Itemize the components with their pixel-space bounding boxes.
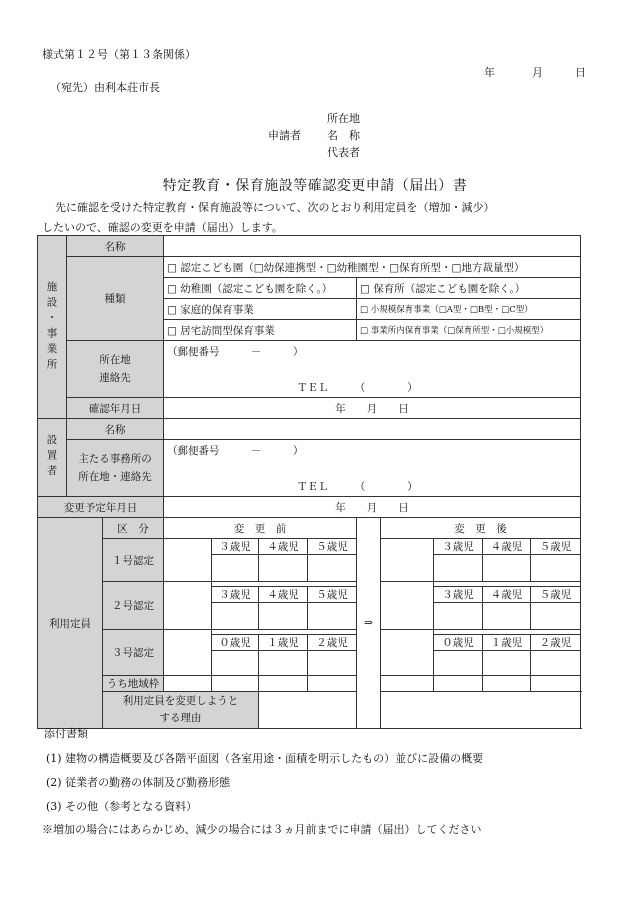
- submission-note: ※増加の場合にはあらかじめ、減少の場合には３ヵ月前までに申請（届出）してください: [42, 823, 482, 836]
- before-1go-age5[interactable]: [308, 555, 357, 582]
- before-header: 変 更 前: [164, 518, 357, 539]
- type-shokibo-hoiku[interactable]: □ 小規模保育事業（□A型・□B型・□C型）: [357, 299, 581, 320]
- after-1go-age5[interactable]: [531, 555, 581, 582]
- after-2go-age3-header: ３歳児: [434, 587, 483, 603]
- founder-office-label: 主たる事務所の 所在地・連絡先: [67, 440, 164, 497]
- after-3go-age1[interactable]: [483, 651, 531, 676]
- type-nintei-kodomoen[interactable]: □ 認定こども園（□幼保連携型・□幼稚園型・□保育所型・□地方裁量型）: [164, 257, 581, 278]
- after-1go-age4[interactable]: [483, 555, 531, 582]
- founder-tel[interactable]: ＴＥＬ （ ）: [164, 476, 581, 497]
- after-header: 変 更 後: [381, 518, 581, 539]
- applicant-address-label: 所在地: [327, 112, 360, 125]
- before-3go-age2[interactable]: [308, 651, 357, 676]
- applicant-label: 申請者: [268, 129, 301, 142]
- after-chiikiwaku-total[interactable]: [381, 676, 434, 692]
- intro-line-1: 先に確認を受けた特定教育・保育施設等について、次のとおり利用定員を（増加・減少）: [55, 201, 495, 214]
- after-chiikiwaku-age2[interactable]: [531, 676, 581, 692]
- before-1go-age4[interactable]: [259, 555, 308, 582]
- founder-postal-code[interactable]: （郵便番号 － ）: [164, 440, 581, 461]
- after-age1-header: １歳児: [483, 635, 531, 651]
- after-1go-age3[interactable]: [434, 555, 483, 582]
- row-1go-label: １号認定: [103, 539, 164, 582]
- after-2go-total[interactable]: [381, 582, 434, 630]
- after-age3-header: ３歳児: [434, 539, 483, 555]
- capacity-section-label: 利用定員: [38, 518, 103, 729]
- type-hoikusho[interactable]: □ 保育所（認定こども園を除く。）: [357, 278, 581, 299]
- row-chiikiwaku-label: うち地域枠: [103, 676, 164, 692]
- after-2go-age4[interactable]: [483, 603, 531, 630]
- attachments-heading: 添付書類: [44, 727, 88, 740]
- before-chiikiwaku-age2[interactable]: [308, 676, 357, 692]
- after-chiikiwaku-age0[interactable]: [434, 676, 483, 692]
- founder-name-field[interactable]: [164, 419, 581, 440]
- before-1go-age3[interactable]: [212, 555, 259, 582]
- date-month-label: 月: [532, 66, 543, 79]
- after-3go-total[interactable]: [381, 630, 434, 676]
- before-chiikiwaku-age1[interactable]: [259, 676, 308, 692]
- before-chiikiwaku-age0[interactable]: [212, 676, 259, 692]
- before-1go-total[interactable]: [164, 539, 212, 582]
- date-day-label: 日: [575, 66, 586, 79]
- facility-name-field[interactable]: [164, 236, 581, 257]
- row-2go-label: ２号認定: [103, 582, 164, 630]
- change-date-label: 変更予定年月日: [38, 497, 164, 518]
- before-3go-age1[interactable]: [259, 651, 308, 676]
- after-3go-age0[interactable]: [434, 651, 483, 676]
- before-2go-age3[interactable]: [212, 603, 259, 630]
- addressee: （宛先）由利本荘市長: [50, 81, 160, 94]
- before-age5-header: ５歳児: [308, 539, 357, 555]
- application-form-table: [37, 235, 581, 729]
- facility-address-field[interactable]: [164, 361, 581, 377]
- facility-name-label: 名称: [67, 236, 164, 257]
- document-title: 特定教育・保育施設等確認変更申請（届出）書: [162, 178, 468, 194]
- after-age2-header: ２歳児: [531, 635, 581, 651]
- after-2go-age3[interactable]: [434, 603, 483, 630]
- reason-field[interactable]: [259, 692, 581, 729]
- before-2go-total[interactable]: [164, 582, 212, 630]
- change-date-field[interactable]: 年 月 日: [164, 497, 581, 518]
- after-2go-age4-header: ４歳児: [483, 587, 531, 603]
- facility-postal-code[interactable]: （郵便番号 － ）: [164, 341, 581, 362]
- after-3go-age2[interactable]: [531, 651, 581, 676]
- before-2go-age4-header: ４歳児: [259, 587, 308, 603]
- before-age0-header: ０歳児: [212, 635, 259, 651]
- before-2go-age4[interactable]: [259, 603, 308, 630]
- row-3go-label: ３号認定: [103, 630, 164, 676]
- before-2go-age5-header: ５歳児: [308, 587, 357, 603]
- before-3go-age0[interactable]: [212, 651, 259, 676]
- applicant-name-label: 名 称: [327, 129, 360, 142]
- after-age4-header: ４歳児: [483, 539, 531, 555]
- arrow-icon: ⇒: [357, 518, 381, 729]
- before-age4-header: ４歳児: [259, 539, 308, 555]
- type-kyotaku-houmon[interactable]: □ 居宅訪問型保育事業: [164, 320, 357, 341]
- type-jigyosho-nai[interactable]: □ 事業所内保育事業（□保育所型・□小規模型）: [357, 320, 581, 341]
- class-header: 区 分: [103, 518, 164, 539]
- after-2go-age5-header: ５歳児: [531, 587, 581, 603]
- after-chiikiwaku-age1[interactable]: [483, 676, 531, 692]
- before-2go-age5[interactable]: [308, 603, 357, 630]
- attachment-item-1: (1) 建物の構造概要及び各階平面図（各室用途・面積を明示したもの）並びに設備の概要: [46, 752, 484, 765]
- before-3go-total[interactable]: [164, 630, 212, 676]
- facility-tel[interactable]: ＴＥＬ （ ）: [164, 377, 581, 398]
- after-age0-header: ０歳児: [434, 635, 483, 651]
- attachment-item-3: (3) その他（参考となる資料）: [46, 800, 198, 813]
- facility-address-label: 所在地 連絡先: [67, 341, 164, 398]
- before-age2-header: ２歳児: [308, 635, 357, 651]
- type-youchien[interactable]: □ 幼稚園（認定こども園を除く。）: [164, 278, 357, 299]
- founder-section-label: 設置者: [38, 419, 67, 497]
- after-2go-age5[interactable]: [531, 603, 581, 630]
- before-2go-age3-header: ３歳児: [212, 587, 259, 603]
- facility-section-label: 施設・事業所: [38, 236, 67, 419]
- after-age5-header: ５歳児: [531, 539, 581, 555]
- applicant-rep-label: 代表者: [327, 146, 360, 159]
- before-age3-header: ３歳児: [212, 539, 259, 555]
- founder-name-label: 名称: [67, 419, 164, 440]
- type-katei-hoiku[interactable]: □ 家庭的保育事業: [164, 299, 357, 320]
- date-year-label: 年: [484, 66, 495, 79]
- attachment-item-2: (2) 従業者の勤務の体制及び勤務形態: [46, 776, 231, 789]
- reason-label: 利用定員を変更しようと する理由: [103, 692, 259, 729]
- intro-line-2: したいので、確認の変更を申請（届出）します。: [42, 221, 283, 234]
- after-1go-total[interactable]: [381, 539, 434, 582]
- before-chiikiwaku-total[interactable]: [164, 676, 212, 692]
- facility-type-label: 種類: [67, 257, 164, 341]
- confirm-date-label: 確認年月日: [67, 398, 164, 419]
- form-number: 様式第１２号（第１３条関係）: [42, 48, 196, 61]
- founder-address-field[interactable]: [164, 460, 581, 476]
- before-age1-header: １歳児: [259, 635, 308, 651]
- confirm-date-field[interactable]: 年 月 日: [164, 398, 581, 419]
